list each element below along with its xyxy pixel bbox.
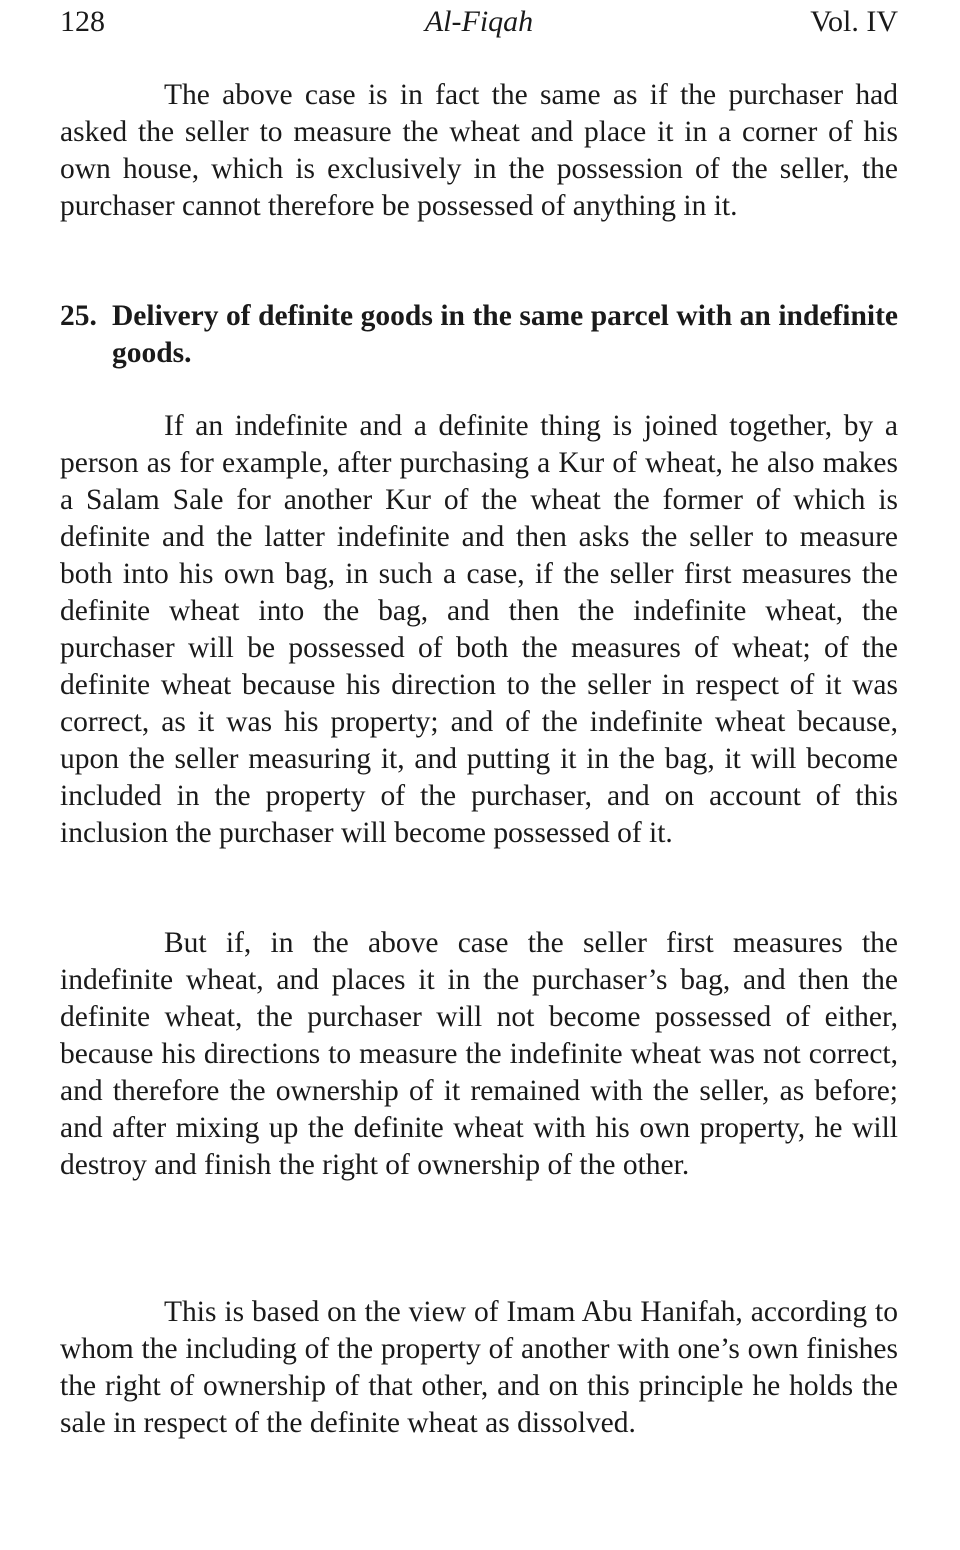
volume-label: Vol. IV: [810, 5, 898, 38]
section-title: Delivery of definite goods in the same parcel with an indefinite goods.: [112, 300, 898, 369]
section-number: 25.: [60, 300, 97, 332]
paragraph-abu-hanifah-view: This is based on the view of Imam Abu Hanifah, according to whom the including of the property of another with one’s own finishes the right of ownership of that other, and on this principle he holds the sale in respect of the definite wheat as dissolved.: [60, 1296, 898, 1439]
book-title: Al-Fiqah: [424, 5, 534, 38]
section-heading: [60, 298, 898, 372]
page-number: 128: [60, 5, 105, 38]
paragraph-reverse-order: But if, in the above case the seller first measures the indefinite wheat, and places it in the purchaser’s bag, and then the definite wheat, the purchaser will not become possessed of either, because his directions to measure the indefinite wheat was not correct, and therefore the ownership of it remained with the seller, as before; and after mixing up the definite wheat with his own property, he will destroy and finish the right of ownership of the other.: [60, 927, 898, 1181]
paragraph-intro: The above case is in fact the same as if the purchaser had asked the seller to measure the wheat and place it in a corner of his own house, which is exclusively in the possession of the seller, the purchaser cannot therefore be possessed of anything in it.: [60, 79, 898, 222]
running-header: [60, 2, 898, 42]
paragraph-mixed-delivery: If an indefinite and a definite thing is joined together, by a person as for example, after purchasing a Kur of wheat, he also makes a Salam Sale for another Kur of the wheat the former of which is definite and the latter indefinite and then asks the seller to measure both into his own bag, in such a case, if the seller first measures the definite wheat into the bag, and then the indefinite wheat, the purchaser will be possessed of both the measures of wheat; of the definite wheat because his direction to the seller in respect of it was correct, as it was his property; and of the indefinite wheat because, upon the seller measuring it, and putting it in the bag, it will become included in the property of the purchaser, and on account of this inclusion the purchaser will become possessed of it.: [60, 410, 898, 849]
